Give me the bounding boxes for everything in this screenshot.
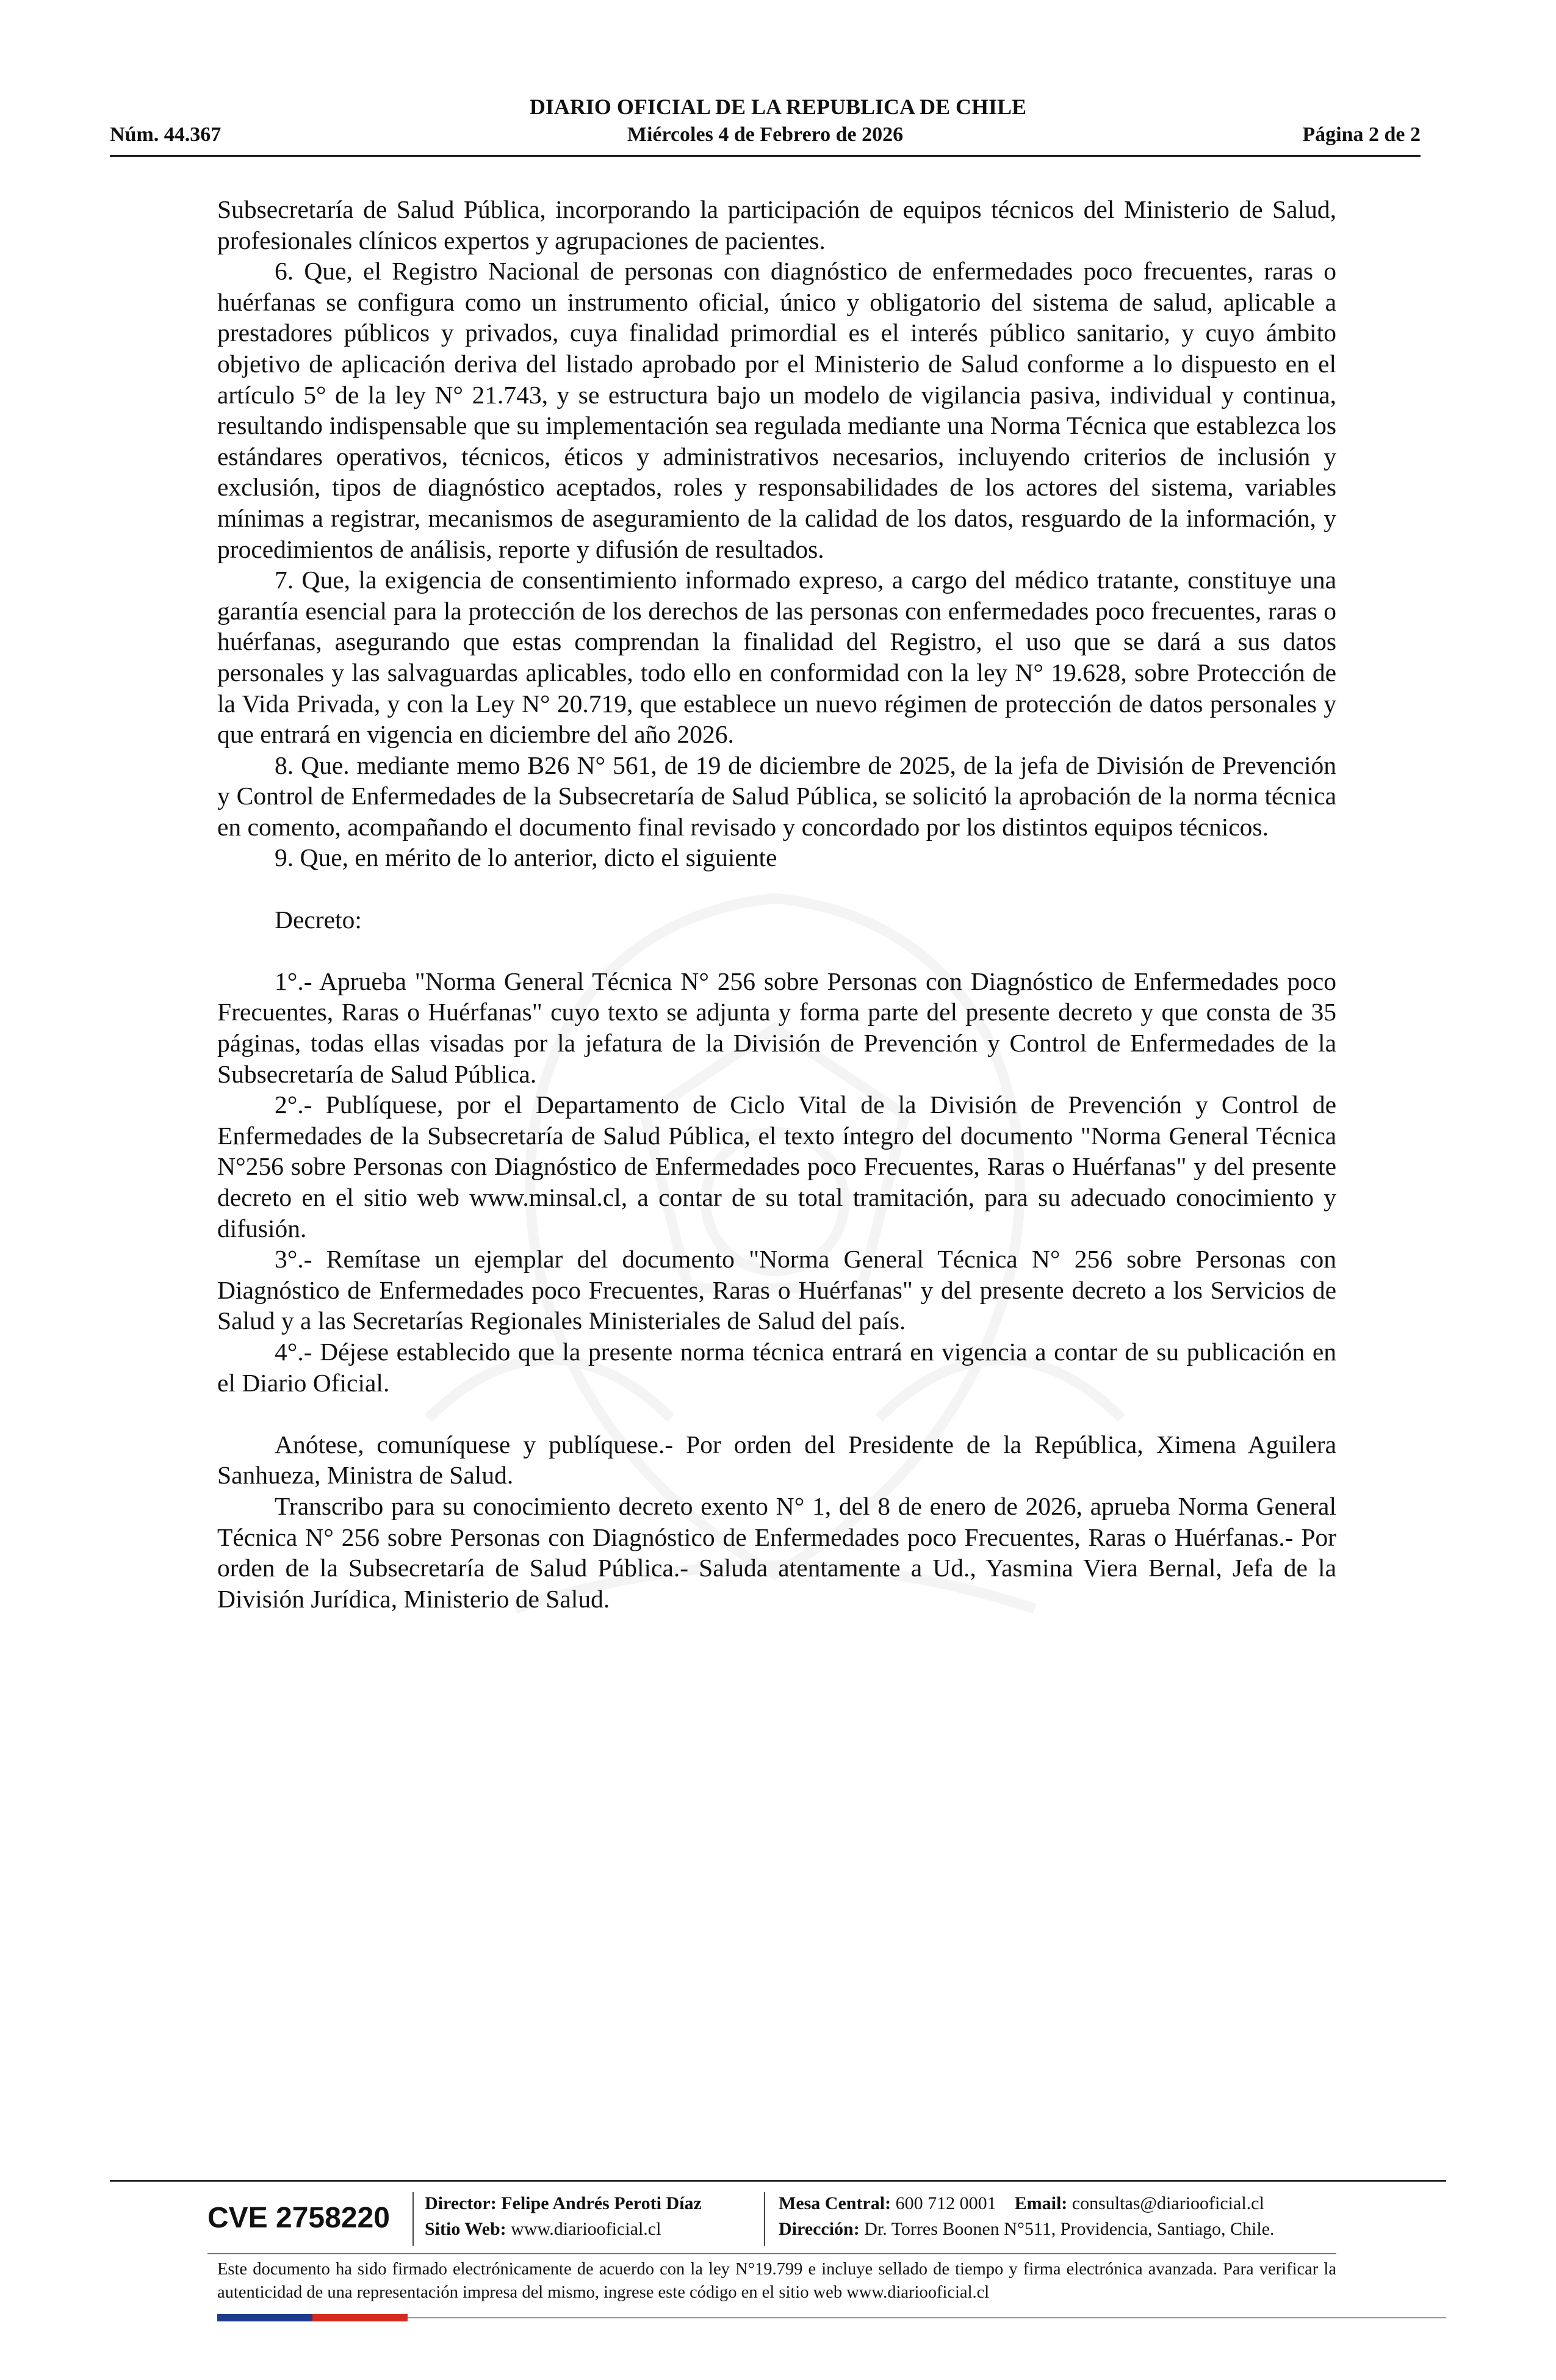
footer-divider-mid <box>207 2253 1336 2254</box>
address-label: Dirección: <box>779 2219 860 2239</box>
issue-date: Miércoles 4 de Febrero de 2026 <box>627 123 904 146</box>
paragraph-continuation: Subsecretaría de Salud Pública, incorporando la participación de equipos técnicos del Ministerio de Salud, profesionales clínicos expertos y agrupaciones de pacientes. <box>217 195 1336 254</box>
transcription-note: Transcribo para su conocimiento decreto exento N° 1, del 8 de enero de 2026, aprueba Norma General Técnica N° 256 sobre Personas con Diagnóstico de Enfermedades poco Frecuentes, Raras o Huérfanas.- Por orden de la Subsecretaría de Salud Pública.- Saluda atentamente a Ud., Yasmina Viera Bernal, Jefa de la División Jurídica, Ministerio de Salud. <box>217 1491 1336 1613</box>
director-label: Director: <box>425 2193 497 2213</box>
email-label: Email: <box>1014 2193 1068 2213</box>
newspaper-title: DIARIO OFICIAL DE LA REPUBLICA DE CHILE <box>529 95 1027 119</box>
paragraph-considerando-8: 8. Que. mediante memo B26 N° 561, de 19 de diciembre de 2025, de la jefa de División de Prevención y Control de Enfermedades de la Subsecretaría de Salud Pública, se solicitó la aprobación de la norma técnica en comento, acompañando el documento final revisado y concordado por los distintos equipos técnicos. <box>217 751 1336 841</box>
closing-signature: Anótese, comuníquese y publíquese.- Por orden del Presidente de la República, Ximena Aguilera Sanhueza, Ministra de Salud. <box>217 1430 1336 1490</box>
article-3: 3°.- Remítase un ejemplar del documento "Norma General Técnica N° 256 sobre Personas con Diagnóstico de Enfermedades poco Frecuentes, Raras o Huérfanas" y del presente decreto a los Servicios de Salud y a las Secretarías Regionales Ministeriales de Salud del país. <box>217 1245 1336 1335</box>
article-1: 1°.- Aprueba "Norma General Técnica N° 256 sobre Personas con Diagnóstico de Enfermedades poco Frecuentes, Raras o Huérfanas" cuyo texto se adjunta y forma parte del presente decreto y que consta de 35 páginas, todas ellas visadas por la jefatura de la División de Prevención y Control de Enfermedades de la Subsecretaría de Salud Pública. <box>217 967 1336 1088</box>
header-divider <box>110 155 1421 157</box>
mesa-label: Mesa Central: <box>779 2193 891 2213</box>
chile-flag-stripe <box>217 2314 408 2321</box>
paragraph-considerando-9: 9. Que, en mérito de lo anterior, dicto el siguiente <box>275 843 777 872</box>
footer-director-block <box>425 2191 702 2242</box>
site-link[interactable]: www.diariooficial.cl <box>511 2219 661 2239</box>
article-2: 2°.- Publíquese, por el Departamento de Ciclo Vital de la División de Prevención y Control de Enfermedades de la Subsecretaría de Salud Pública, el texto íntegro del documento "Norma General Técnica N°256 sobre Personas con Diagnóstico de Enfermedades poco Frecuentes, Raras o Huérfanas" y del presente decreto en el sitio web www.minsal.cl, a contar de su total tramitación, para su adecuado conocimiento y difusión. <box>217 1091 1336 1242</box>
paragraph-considerando-6: 6. Que, el Registro Nacional de personas con diagnóstico de enfermedades poco frecuentes, raras o huérfanas se configura como un instrumento oficial, único y obligatorio del sistema de salud, aplicable a prestadores públicos y privados, cuya finalidad primordial es el interés público sanitario, y cuyo ámbito objetivo de aplicación deriva del listado aprobado por el Ministerio de Salud conforme a lo dispuesto en el artículo 5° de la ley N° 21.743, y se estructura bajo un modelo de vigilancia pasiva, individual y continua, resultando indispensable que su implementación sea regulada mediante una Norma Técnica que establezca los estándares operativos, técnicos, éticos y administrativos necesarios, incluyendo criterios de inclusión y exclusión, tipos de diagnóstico aceptados, roles y responsabilidades de los actores del sistema, variables mínimas a registrar, mecanismos de aseguramiento de la calidad de los datos, resguardo de la información, y procedimientos de análisis, reporte y difusión de resultados. <box>217 257 1336 563</box>
site-label: Sitio Web: <box>425 2219 506 2239</box>
issue-number: Núm. 44.367 <box>110 123 222 146</box>
page-indicator: Página 2 de 2 <box>1302 123 1421 146</box>
flag-blue-segment <box>217 2314 312 2321</box>
flag-red-segment <box>312 2314 408 2321</box>
document-body <box>217 194 1336 1614</box>
cve-code: CVE 2758220 <box>207 2202 390 2234</box>
email-link[interactable]: consultas@diariooficial.cl <box>1072 2193 1264 2213</box>
paragraph-considerando-7: 7. Que, la exigencia de consentimiento informado expreso, a cargo del médico tratante, constituye una garantía esencial para la protección de los derechos de las personas con enfermedades poco frecuentes, raras o huérfanas, asegurando que estas comprendan la finalidad del Registro, el uso que se dará a sus datos personales y las salvaguardas aplicables, todo ello en conformidad con la ley N° 19.628, sobre Protección de la Vida Privada, y con la Ley N° 20.719, que establece un nuevo régimen de protección de datos personales y que entrará en vigencia en diciembre del año 2026. <box>217 566 1336 749</box>
director-name: Felipe Andrés Peroti Díaz <box>501 2193 702 2213</box>
footer-separator <box>764 2192 765 2246</box>
article-4: 4°.- Déjese establecido que la presente norma técnica entrará en vigencia a contar de su publicación en el Diario Oficial. <box>217 1337 1336 1397</box>
address-value: Dr. Torres Boonen N°511, Providencia, Santiago, Chile. <box>864 2219 1275 2239</box>
footer-separator <box>412 2192 414 2246</box>
legal-notice: Este documento ha sido firmado electrónicamente de acuerdo con la ley N°19.799 e incluye sellado de tiempo y firma electrónica avanzada. Para verificar la autenticidad de una representación impresa del mismo, ingrese este código en el sitio web www.diariooficial.cl <box>217 2260 1336 2302</box>
footer-divider-bottom <box>408 2317 1446 2318</box>
footer-divider-top <box>110 2180 1446 2182</box>
decree-heading: Decreto: <box>275 905 362 934</box>
footer-contact-block <box>779 2191 1275 2242</box>
mesa-phone: 600 712 0001 <box>895 2193 996 2213</box>
